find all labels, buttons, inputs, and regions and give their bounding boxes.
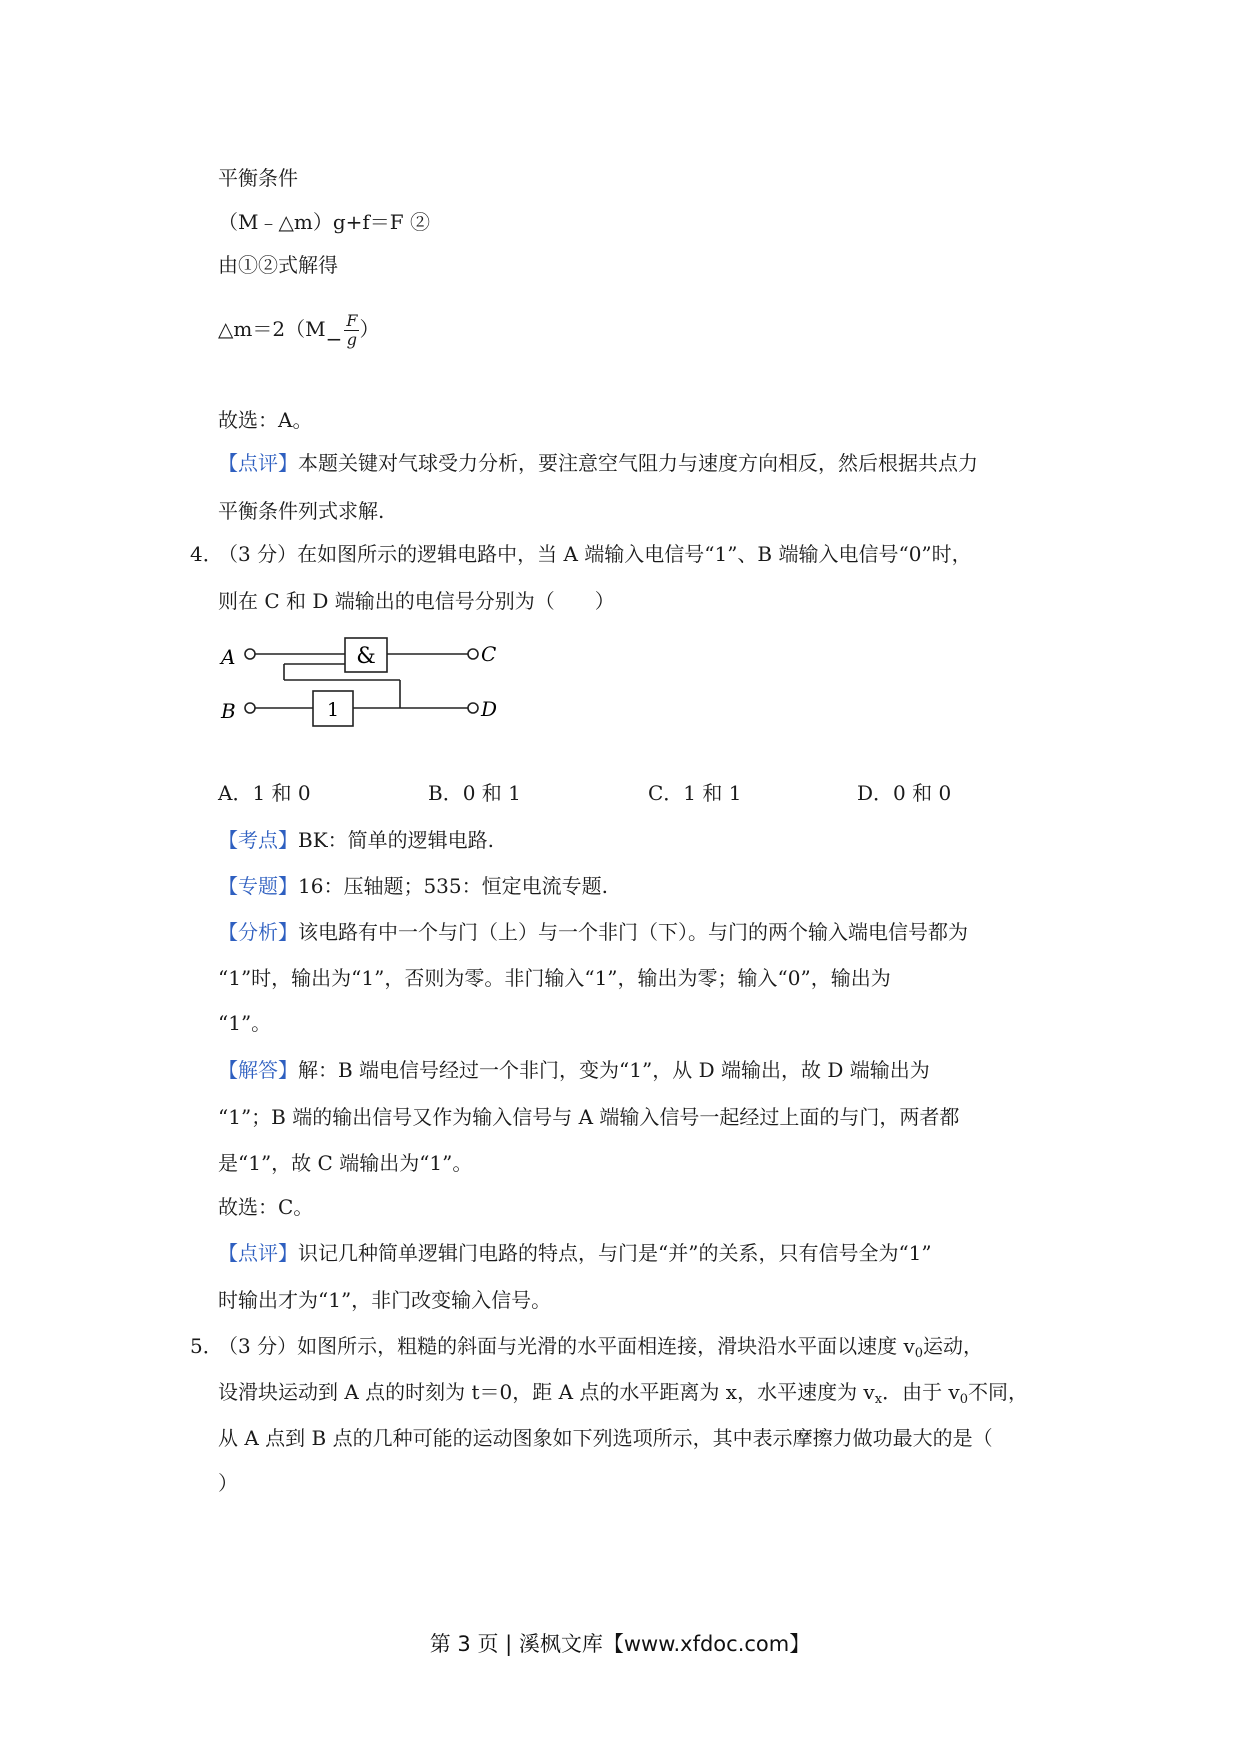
q4-dianping-line1 bbox=[218, 1238, 932, 1268]
q4-fenxi-line1 bbox=[218, 917, 968, 947]
q5-number: 5． bbox=[190, 1334, 223, 1358]
prev-comment-text: 本题关键对气球受力分析，要注意空气阻力与速度方向相反，然后根据共点力 bbox=[298, 451, 978, 475]
terminal-b bbox=[245, 703, 255, 713]
balance-label: 平衡条件 bbox=[218, 166, 298, 190]
q4-option-a: A．1 和 0 bbox=[218, 781, 311, 805]
prev-comment-line1 bbox=[218, 448, 978, 478]
q4-jieda-line1 bbox=[218, 1055, 930, 1085]
prev-choice: 故选：A。 bbox=[218, 408, 313, 432]
q5-line2-sub: x bbox=[874, 1392, 883, 1407]
terminal-c bbox=[468, 649, 478, 659]
label-a: A bbox=[221, 645, 236, 669]
q4-choice: 故选：C。 bbox=[218, 1195, 314, 1219]
q5-line3: 从 A 点到 B 点的几种可能的运动图象如下列选项所示，其中表示摩擦力做功最大的是（ bbox=[218, 1426, 993, 1450]
q4-dianping-line2: 时输出才为“1”，非门改变输入信号。 bbox=[218, 1288, 552, 1312]
q4-stem-line1: （3 分）在如图所示的逻辑电路中，当 A 端输入电信号“1”、B 端输入电信号“0”时， bbox=[218, 542, 972, 566]
result-suffix: ） bbox=[359, 317, 380, 341]
dianping-text-1: 识记几种简单逻辑门电路的特点，与门是“并”的关系，只有信号全为“1” bbox=[298, 1241, 932, 1265]
q4-fenxi-line3: “1”。 bbox=[218, 1011, 272, 1035]
fraction-numerator: F bbox=[346, 311, 358, 330]
zhuanti-text: 16：压轴题；535：恒定电流专题. bbox=[298, 874, 608, 898]
kaodian-tag: 【考点】 bbox=[218, 828, 298, 852]
logic-circuit-diagram bbox=[215, 630, 515, 740]
q5-line1 bbox=[218, 1331, 983, 1361]
q4-option-c: C．1 和 1 bbox=[648, 781, 742, 805]
q4-jieda-line2: “1”；B 端的输出信号又作为输入信号与 A 端输入信号一起经过上面的与门，两者都 bbox=[218, 1105, 960, 1129]
fraction-f-over-g bbox=[344, 312, 359, 349]
kaodian-text: BK：简单的逻辑电路. bbox=[298, 828, 494, 852]
q5-line4: ） bbox=[218, 1471, 238, 1495]
result-minus: − bbox=[325, 327, 343, 351]
q4-fenxi-line2: “1”时，输出为“1”，否则为零。非门输入“1”，输出为零；输入“0”，输出为 bbox=[218, 966, 891, 990]
q5-line2-mid: ．由于 v bbox=[882, 1380, 960, 1404]
terminal-d bbox=[468, 703, 478, 713]
and-gate-symbol: & bbox=[356, 644, 376, 669]
solve-from: 由①②式解得 bbox=[218, 253, 338, 277]
q5-line1-sub: 0 bbox=[914, 1346, 924, 1361]
q4-number: 4． bbox=[190, 542, 223, 566]
fenxi-tag: 【分析】 bbox=[218, 920, 298, 944]
q4-zhuanti bbox=[218, 871, 608, 901]
q5-line2-sub2: 0 bbox=[959, 1392, 969, 1407]
q5-line2 bbox=[218, 1377, 1028, 1407]
jieda-tag: 【解答】 bbox=[218, 1058, 298, 1082]
result-prefix: △m＝2（M bbox=[218, 317, 326, 341]
q5-line1-end: 运动， bbox=[923, 1334, 984, 1358]
page-footer: 第 3 页 | 溪枫文库【www.xfdoc.com】 bbox=[429, 1632, 811, 1656]
zhuanti-tag: 【专题】 bbox=[218, 874, 298, 898]
jieda-text-1: 解：B 端电信号经过一个非门，变为“1”，从 D 端输出，故 D 端输出为 bbox=[298, 1058, 930, 1082]
result-formula bbox=[218, 312, 379, 354]
q5-line2-text: 设滑块运动到 A 点的时刻为 t＝0，距 A 点的水平距离为 x，水平速度为 v bbox=[218, 1380, 875, 1404]
q4-option-b: B．0 和 1 bbox=[428, 781, 521, 805]
prev-comment-line2: 平衡条件列式求解. bbox=[218, 499, 385, 523]
label-b: B bbox=[221, 699, 236, 723]
q4-stem-line2: 则在 C 和 D 端输出的电信号分别为（ ） bbox=[218, 589, 615, 613]
q4-option-d: D．0 和 0 bbox=[857, 781, 952, 805]
terminal-a bbox=[245, 649, 255, 659]
q5-line1-text: （3 分）如图所示，粗糙的斜面与光滑的水平面相连接，滑块沿水平面以速度 v bbox=[218, 1334, 915, 1358]
fenxi-text-1: 该电路有中一个与门（上）与一个非门（下）。与门的两个输入端电信号都为 bbox=[298, 920, 968, 944]
label-d: D bbox=[481, 697, 498, 721]
equation-2: （M﹣△m）g+f＝F ② bbox=[218, 210, 431, 234]
fraction-denominator: g bbox=[346, 330, 357, 349]
prev-comment-tag: 【点评】 bbox=[218, 451, 298, 475]
q5-line2-end: 不同， bbox=[968, 1380, 1029, 1404]
not-gate-symbol: 1 bbox=[326, 699, 340, 721]
q4-kaodian bbox=[218, 825, 494, 855]
dianping-tag: 【点评】 bbox=[218, 1241, 298, 1265]
label-c: C bbox=[481, 642, 497, 666]
q4-jieda-line3: 是“1”，故 C 端输出为“1”。 bbox=[218, 1151, 473, 1175]
